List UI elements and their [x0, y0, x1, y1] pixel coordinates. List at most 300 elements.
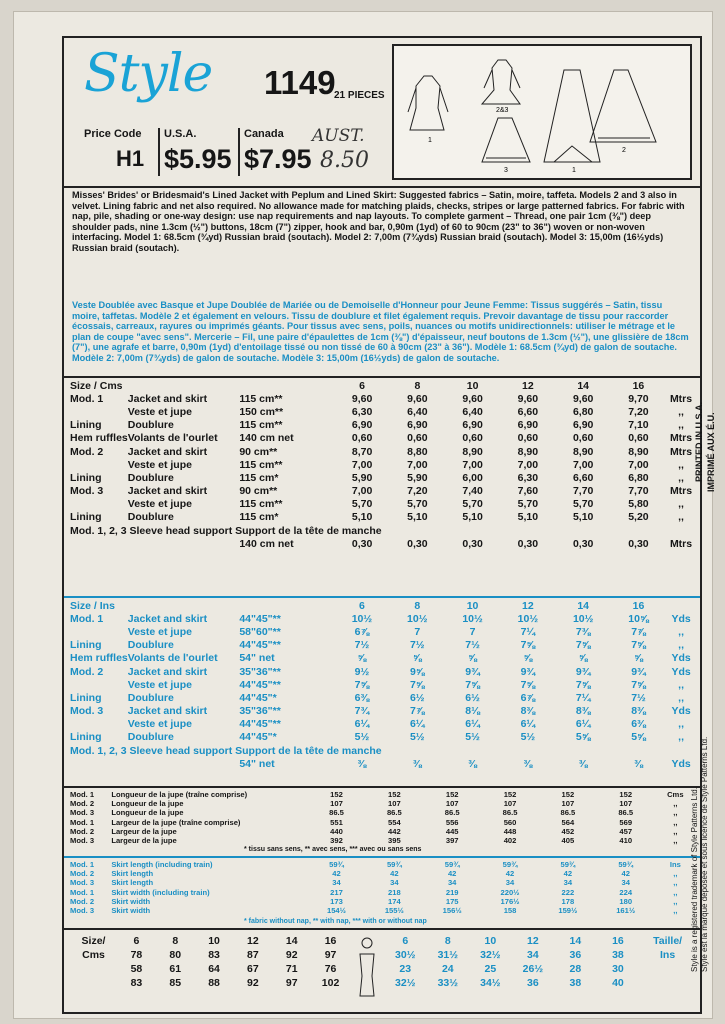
table-row: [70, 976, 350, 990]
cell: 23: [399, 963, 412, 975]
printed-in-usa: PRINTED IN U.S.A.: [694, 401, 704, 482]
cell: ,,: [673, 896, 678, 906]
model-label: 1: [428, 137, 432, 144]
cell: 551: [330, 817, 343, 827]
cell: [70, 625, 128, 638]
cell: 0,60: [351, 432, 373, 445]
cell: 14: [569, 935, 582, 947]
divider: [64, 928, 700, 930]
cell: 38: [612, 949, 624, 961]
cell: 5½: [465, 731, 480, 744]
cell: 10½: [351, 612, 373, 625]
cell: 6¼: [409, 718, 425, 731]
cell: 178: [561, 896, 575, 906]
cell: 97: [324, 949, 337, 961]
cell: 158: [503, 906, 517, 916]
cell: Skirt width: [111, 906, 151, 916]
cell: 7: [414, 625, 421, 638]
cell: [128, 379, 240, 392]
cell: 6: [402, 935, 409, 947]
cell: 8,90: [462, 445, 483, 458]
cell: Jacket and skirt: [127, 485, 208, 498]
cell: 224: [619, 887, 633, 897]
cell: 5,70: [572, 498, 594, 511]
cell: 64: [208, 963, 220, 975]
cell: 5½: [354, 731, 370, 744]
cell: Longueur de la jupe: [111, 799, 184, 809]
cell: Skirt width (including train): [111, 887, 210, 897]
cell: 7½: [465, 639, 480, 652]
cell: 42: [447, 869, 457, 879]
cell: 6,30: [351, 405, 373, 418]
cell: 5,80: [628, 498, 649, 511]
cell: ,,: [678, 718, 684, 731]
cell: ,,: [678, 731, 684, 744]
cell: 7,00: [572, 458, 594, 471]
cell: 175: [445, 896, 459, 906]
cell: 34: [621, 878, 630, 888]
cell: Hem ruffles: [70, 432, 128, 445]
cell: 560: [503, 817, 517, 827]
cell: 87: [247, 949, 259, 961]
cell: 14: [577, 599, 590, 612]
cell: 7,20: [407, 485, 428, 498]
cell: 85: [169, 977, 182, 989]
cell: 34: [563, 878, 573, 888]
cell: 54" net: [239, 652, 275, 665]
cell: 10: [466, 379, 479, 392]
cell: 392: [330, 836, 343, 846]
usa-price: $5.95: [164, 144, 232, 174]
table-row: [70, 524, 696, 537]
cell: 76: [324, 963, 337, 975]
cell: Doublure: [127, 731, 174, 744]
cell: 14: [285, 935, 298, 947]
cell: Mtrs: [669, 392, 693, 405]
cell: 5,70: [462, 498, 483, 511]
cell: Mod. 3: [70, 836, 95, 846]
table-row: [70, 445, 696, 458]
cell: 8: [414, 379, 421, 392]
cell: 0,60: [407, 432, 428, 445]
cell: Mtrs: [669, 445, 693, 458]
cell: 86.5: [386, 808, 402, 818]
table-row: [70, 511, 696, 524]
cell: Ins: [669, 860, 681, 870]
cell: Cms: [82, 949, 105, 961]
cell: Mod. 1: [70, 860, 95, 870]
cell: Jacket and skirt: [127, 612, 208, 625]
cell: [70, 537, 128, 550]
description-french: Veste Doublée avec Basque et Jupe Doublée de Mariée ou de Demoiselle d'Honneur pour Jeune Femme: Tissus suggérés – Satin, tissu moire, taffetas. Modèle 2 et également en velours. Tissu de doublure et filet également requis. Prevoir davantage de tissu pour raccorder écossais, carreaux, rayures ou imprimés géants. Pour tissus avec sens, poils, nuances ou motifs unidirectionnels: utiliser le métrage et le plan de coupe "avec sens". Mercerie – Fil, une paire d'épaulettes de 1cm (⅜") d'épaisseur, neuf boutons de 1.3cm (½"), une glissière de 18cm (7"), une agrafe et barre, 0,90m (1yd) d'entoilage tissé ou non tissé de 60 à 90cm (23" à 36"). Modèle 1: 68.5cm (¾yd) de galon de soutache. Modèle 2: 7,00m (7¾yds) de galon de soutache. Modèle 3: 15,00m (16½yds) de galon de soutache.: [72, 300, 689, 363]
cell: 140 cm net: [239, 432, 294, 445]
cell: 554: [388, 817, 401, 827]
price-code: H1: [116, 146, 145, 171]
cell: 7½: [354, 639, 370, 652]
model-label: 3: [504, 167, 508, 174]
cell: 35"36"**: [239, 705, 281, 718]
cell: 115 cm**: [239, 498, 283, 511]
trademark-en: Style is a registered trademark of Style Patterns Ltd.: [690, 787, 699, 972]
cell: ,,: [673, 799, 678, 809]
cell: 7,00: [351, 485, 373, 498]
cell: 5,10: [572, 511, 594, 524]
cell: 569: [619, 817, 633, 827]
cell: 71: [285, 963, 298, 975]
cell: 6,80: [572, 405, 594, 418]
cell: 97: [285, 977, 298, 989]
cell: Longueur de la jupe (traîne comprise): [111, 790, 248, 800]
cell: ,,: [673, 906, 678, 916]
cell: 397: [445, 836, 459, 846]
usa-label: U.S.A.: [164, 128, 197, 140]
cell: Lining: [70, 511, 102, 524]
cell: 0,30: [628, 537, 649, 550]
cell: 150 cm**: [239, 405, 284, 418]
cell: 6,90: [351, 419, 373, 432]
cell: 86.5: [502, 808, 518, 818]
cell: 7¼: [575, 691, 591, 704]
cell: Veste et jupe: [127, 405, 192, 418]
cell: 0,60: [517, 432, 539, 445]
cell: 115 cm**: [239, 458, 283, 471]
cell: [70, 718, 128, 731]
cell: 12: [522, 379, 534, 392]
table-row: [70, 718, 696, 731]
table-row: [70, 827, 696, 836]
cell: Yds: [671, 665, 691, 678]
cell: 115 cm**: [239, 419, 283, 432]
cell: 9,60: [517, 392, 539, 405]
cell: 152: [561, 790, 575, 800]
cell: ,,: [673, 878, 678, 888]
cell: 6½: [409, 691, 425, 704]
skirt-sketch-3: [590, 70, 656, 142]
cell: 7⅝: [520, 639, 536, 652]
cell: Largeur de la jupe (traîne comprise): [111, 817, 241, 827]
divider: [64, 856, 700, 858]
cell: 0,30: [572, 537, 594, 550]
table-row: [70, 405, 696, 418]
cell: 34: [390, 878, 399, 888]
cell: ,,: [678, 498, 684, 511]
cell: ,,: [673, 817, 678, 827]
table-row: [70, 612, 696, 625]
cell: 156½: [442, 906, 462, 916]
cell: Mtrs: [669, 485, 693, 498]
cell: 6¼: [520, 718, 536, 731]
cell: 32½: [395, 977, 416, 989]
jacket-front-sketch: [482, 60, 520, 104]
cell: 5,10: [407, 511, 428, 524]
cell: ,,: [678, 625, 684, 638]
cell: 54" net: [239, 757, 275, 770]
cell: Mod. 2: [70, 445, 104, 458]
model-sketches: [392, 44, 692, 180]
cell: 9¾: [575, 665, 591, 678]
cell: 42: [332, 869, 341, 879]
cell: 0,60: [572, 432, 594, 445]
cell: 6,90: [517, 419, 539, 432]
cell: 395: [388, 836, 401, 846]
cell: Lining: [70, 419, 102, 432]
price-divider: [238, 128, 240, 176]
cell: Jacket and skirt: [127, 445, 208, 458]
cell: 90 cm**: [239, 485, 278, 498]
cell: 86.5: [444, 808, 460, 818]
cell: 5,70: [517, 498, 539, 511]
cell: 59¾: [502, 860, 518, 870]
cell: ⅝: [468, 652, 477, 665]
cell: 7⅞: [409, 705, 425, 718]
cell: 5,90: [407, 471, 428, 484]
cell: 6,40: [407, 405, 428, 418]
cell: Mod. 3: [70, 878, 95, 888]
table-row: [70, 757, 696, 770]
divider: [64, 786, 700, 788]
cell: 107: [330, 799, 343, 809]
cell: 58"60"**: [239, 625, 281, 638]
cell: 59¾: [618, 860, 634, 870]
cell: 9,70: [628, 392, 649, 405]
cell: 7⅜: [575, 625, 591, 638]
cell: [70, 405, 128, 418]
cell: Doublure: [127, 639, 174, 652]
table-row: [70, 625, 696, 638]
cell: ,,: [678, 419, 684, 432]
cell: 40: [612, 977, 624, 989]
table-row: [384, 976, 696, 990]
cell: 115 cm**: [239, 392, 283, 405]
cell: [239, 379, 334, 392]
table-row: [70, 860, 696, 869]
cell: 44"45"**: [239, 639, 281, 652]
cell: 6,60: [517, 405, 539, 418]
cell: 32½: [480, 949, 501, 961]
cell: Mod. 1: [70, 817, 95, 827]
cell: 30½: [395, 949, 416, 961]
cell: [666, 599, 696, 612]
cell: 107: [619, 799, 633, 809]
cell: ,,: [673, 869, 678, 879]
cell: 152: [503, 790, 517, 800]
cell: Doublure: [127, 471, 174, 484]
cell: 159½: [558, 906, 578, 916]
cell: 42: [621, 869, 630, 879]
cell: Mod. 2: [70, 665, 104, 678]
cell: 440: [330, 826, 343, 836]
cell: [639, 976, 696, 990]
cell: 7,00: [517, 458, 539, 471]
cell: ⅜: [412, 757, 422, 770]
cell: Hem ruffles: [70, 652, 128, 665]
cell: 67: [247, 963, 259, 975]
handwritten-price: 8.50: [320, 148, 369, 173]
cell: 0,30: [407, 537, 428, 550]
cell: 6,40: [462, 405, 483, 418]
cell: Size / Cms: [70, 379, 123, 392]
cell: Mod. 3: [70, 808, 95, 818]
cell: Mod. 3: [70, 705, 104, 718]
table-header-row: [70, 599, 696, 612]
table-row: [70, 869, 696, 878]
body-figure-icon: [352, 936, 382, 1010]
cell: 9¾: [465, 665, 480, 678]
cell: 8,90: [517, 445, 539, 458]
cell: 107: [445, 799, 459, 809]
model-label: 2&3: [496, 107, 509, 114]
cell: 26½: [522, 963, 544, 975]
cell: Longueur de la jupe: [111, 808, 184, 818]
cell: 152: [388, 790, 401, 800]
cell: Jacket and skirt: [127, 392, 208, 405]
garment-sketches: [394, 46, 690, 178]
table-row: [70, 639, 696, 652]
cell: 7⅝: [465, 678, 480, 691]
cell: 222: [561, 887, 575, 897]
cell: ⅝: [634, 652, 643, 665]
cell: 8,70: [351, 445, 373, 458]
cell: 34: [332, 878, 341, 888]
cell: 6¼: [575, 718, 591, 731]
cell: 102: [321, 977, 340, 989]
cell: 5,10: [517, 511, 539, 524]
cell: 7,70: [628, 485, 649, 498]
cell: 34: [527, 949, 539, 961]
cell: Mod. 3: [70, 906, 95, 916]
cell: 6⅜: [354, 691, 370, 704]
cell: 35"36"**: [239, 665, 281, 678]
cell: 217: [330, 887, 343, 897]
cell: 5,70: [407, 498, 428, 511]
cell: 34: [505, 878, 515, 888]
cell: 9¾: [520, 665, 536, 678]
cell: 5½: [409, 731, 425, 744]
cell: 31½: [437, 949, 459, 961]
cell: [70, 757, 128, 770]
cell: 445: [445, 826, 459, 836]
table-row: [70, 799, 696, 808]
cell: Volants de l'ourlet: [127, 652, 218, 665]
cell: Mod. 1: [70, 887, 95, 897]
cell: 10½: [462, 612, 483, 625]
handwritten-note: AUST.: [312, 126, 365, 146]
pattern-number: 1149: [264, 64, 336, 101]
cell: ,,: [678, 471, 684, 484]
table-header-row: [70, 379, 696, 392]
cell: ,,: [678, 458, 684, 471]
cell: 7¾: [354, 705, 370, 718]
cell: 6: [359, 379, 366, 392]
price-divider: [158, 128, 160, 176]
envelope-frame: [62, 36, 702, 1014]
cell: ⅝: [578, 652, 588, 665]
cell: [666, 379, 696, 392]
cell: 9,60: [351, 392, 373, 405]
cell: Mod. 2: [70, 896, 95, 906]
cell: 107: [561, 799, 575, 809]
cell: 16: [632, 379, 645, 392]
metric-yardage-table: [70, 379, 696, 550]
cell: 7⅝: [409, 678, 425, 691]
cell: Veste et jupe: [127, 678, 192, 691]
cell: 7: [469, 625, 476, 638]
cell: 6½: [465, 691, 480, 704]
cell: ,,: [678, 678, 684, 691]
cell: Size/: [81, 935, 106, 947]
table-row: [70, 790, 696, 799]
cell: 152: [330, 790, 343, 800]
table-row: [70, 458, 696, 471]
cell: ⅝: [357, 652, 367, 665]
description-english: Misses' Brides' or Bridesmaid's Lined Jacket with Peplum and Lined Skirt: Suggested fabrics – Satin, moire, taffeta. Models 2 and 3 also in velvet. Lining fabric and net also required. No allowance made for matching plaids, checks, stripes or large patterned fabrics. For fabric with nap, pile, shading or one-way design: use nap requirements and nap layouts. To complete garment – Thread, one pair 1cm (⅜") deep shoulder pads, nine 1.3cm (½") buttons, 18cm (7") zipper, hook and bar, 0,90m (1yd) of 60 to 90cm (23" to 36") woven or non-woven interfacing. Model 1: 68.5cm (¾yd) Russian braid (soutach). Model 2: 7,00m (7¾yds) Russian braid (soutach). Model 3: 15,00m (16½yds) Russian braid (soutach).: [72, 190, 685, 253]
table-row: [70, 652, 696, 665]
cell: 556: [445, 817, 459, 827]
cell: Mtrs: [669, 432, 693, 445]
table-header-row: [70, 934, 350, 948]
table-row: [70, 705, 696, 718]
cell: [70, 678, 128, 691]
cell: Yds: [671, 705, 691, 718]
cell: ,,: [673, 887, 678, 897]
cell: 107: [503, 799, 517, 809]
cell: 38: [569, 977, 582, 989]
skirt-sketch-1: [482, 118, 530, 162]
cell: 0,30: [351, 537, 373, 550]
cell: 12: [247, 935, 259, 947]
cell: 86.5: [560, 808, 576, 818]
divider: [64, 376, 700, 378]
cell: ,,: [673, 808, 678, 818]
cell: 7⅝: [631, 639, 646, 652]
cell: 218: [388, 887, 401, 897]
cell: 6,90: [572, 419, 594, 432]
table-row: [70, 878, 696, 887]
cell: Doublure: [127, 419, 174, 432]
cell: 7¼: [520, 625, 536, 638]
cell: Doublure: [127, 511, 174, 524]
cell: 452: [561, 826, 575, 836]
cell: 8⅛: [465, 705, 480, 718]
cell: 42: [390, 869, 399, 879]
cell: Cms: [667, 790, 684, 800]
table-row: [70, 948, 350, 962]
price-code-label: Price Code: [84, 128, 142, 140]
cell: 86.5: [618, 808, 634, 818]
cell: ,,: [678, 405, 684, 418]
cell: 155½: [384, 906, 404, 916]
cell: Skirt length: [111, 878, 154, 888]
table-row: [70, 665, 696, 678]
cell: 5,10: [462, 511, 483, 524]
cell: 88: [208, 977, 220, 989]
cell: 44"45"*: [239, 731, 277, 744]
cell: ⅜: [523, 757, 533, 770]
cell: [128, 757, 240, 770]
cell: Mod. 1: [70, 612, 104, 625]
cell: 5,70: [351, 498, 373, 511]
cell: 161½: [616, 906, 636, 916]
finished-measurements-in: [70, 860, 696, 915]
body-measurements-in: [384, 934, 696, 990]
cell: 0,30: [517, 537, 539, 550]
table-row: [70, 897, 696, 906]
cell: 7⅝: [575, 639, 591, 652]
cell: 9⅝: [409, 665, 425, 678]
cell: 8: [444, 935, 451, 947]
cell: 59¾: [560, 860, 576, 870]
cell: ⅜: [357, 757, 367, 770]
